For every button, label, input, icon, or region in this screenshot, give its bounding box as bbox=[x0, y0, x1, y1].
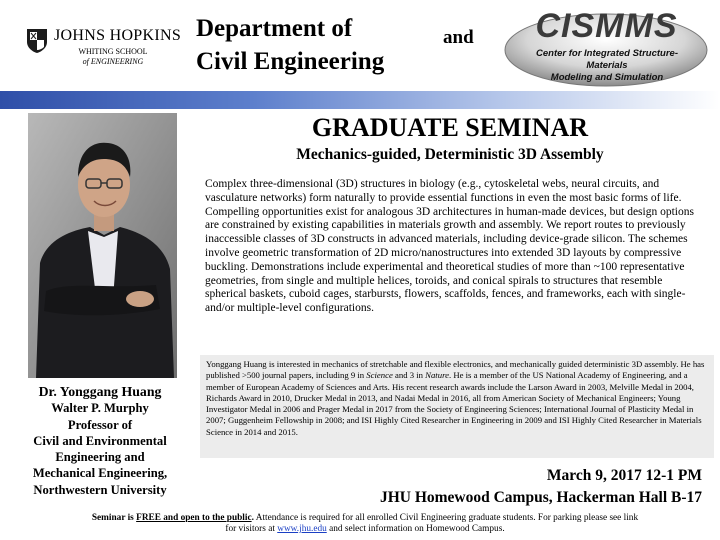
speaker-department-line2: Engineering and bbox=[55, 450, 145, 465]
speaker-name: Dr. Yonggang Huang bbox=[38, 384, 162, 399]
speaker-department-line3: Mechanical Engineering, bbox=[32, 466, 168, 481]
bio-part2: and 3 in bbox=[392, 370, 426, 381]
department-title-line1: Department of bbox=[196, 15, 353, 42]
speaker-title-line1: Walter P. Murphy bbox=[51, 401, 149, 416]
jhu-school bbox=[54, 47, 172, 67]
speaker-title-line2: Professor of bbox=[67, 417, 133, 432]
cismms-name: CISMMS bbox=[535, 7, 678, 45]
footer-prefix: Seminar is bbox=[91, 513, 137, 523]
footer-line2-suffix: and select information on Homewood Campus. bbox=[326, 524, 505, 534]
footer-suffix: . bbox=[251, 513, 254, 523]
bio-journal-nature: Nature bbox=[425, 370, 449, 381]
speaker-portrait-icon bbox=[28, 113, 177, 378]
footer-line2 bbox=[20, 524, 710, 535]
speaker-university: Northwestern University bbox=[33, 482, 167, 497]
abstract-text: Complex three-dimensional (3D) structures in biology (e.g., cytoskeletal webs, neural circuits, and vasculature networks) form naturally to provide essential functions in even the most basic forms of life. Compelling opportunities exist for analogous 3D architectures in human-made devices, but design options are constrained by existing capabilities in materials growth and assembly. We report routes to previously inaccessible classes of 3D constructs in advanced materials, including device-grade silicon. The schemes involve geometric transformation of 2D micro/nanostructures into extended 3D layouts by compressive buckling. Demonstrations include experimental and theoretical studies of more than ~100 representative geometries, from single and multiple helices, toroids, and conical spirals to structures that resemble spherical baskets, cuboid cages, starbursts, flowers, scaffolds, fences, and frameworks, each with single- and/or multiple-level configurations. bbox=[205, 178, 694, 315]
event-location: JHU Homewood Campus, Hackerman Hall B-17 bbox=[379, 489, 702, 506]
seminar-heading: GRADUATE SEMINAR bbox=[311, 113, 589, 142]
bio-text bbox=[206, 359, 709, 438]
jhu-shield-icon bbox=[26, 28, 48, 54]
header-band bbox=[0, 91, 720, 109]
speaker-photo bbox=[28, 113, 177, 378]
cismms-logo bbox=[503, 6, 710, 88]
footer-note bbox=[20, 513, 710, 535]
jhu-school-line2: of ENGINEERING bbox=[82, 57, 144, 66]
jhu-name: JOHNS HOPKINS bbox=[54, 27, 182, 44]
cismms-subtitle-line2: Modeling and Simulation bbox=[550, 72, 664, 83]
cismms-subtitle bbox=[517, 48, 697, 84]
jhu-website-link[interactable]: www.jhu.edu bbox=[277, 524, 327, 534]
and-text: and bbox=[443, 27, 474, 48]
footer-rest: Attendance is required for all enrolled Civil Engineering graduate students. For parking please see link bbox=[253, 513, 639, 523]
speaker-info bbox=[10, 384, 190, 498]
speaker-department-line1: Civil and Environmental bbox=[33, 433, 167, 448]
jhu-school-line1: WHITING SCHOOL bbox=[78, 47, 148, 56]
jhu-logo bbox=[26, 26, 182, 68]
department-title bbox=[196, 12, 384, 78]
footer-free: FREE and open to the public bbox=[136, 513, 252, 523]
bio-part1: Yonggang Huang is interested in mechanics of stretchable and flexible electronics, and mechanically guided deterministic 3D assembly. He has published >500 journal papers, including 9 in bbox=[206, 359, 705, 381]
bio-box bbox=[200, 355, 714, 458]
event-date: March 9, 2017 12-1 PM bbox=[546, 467, 702, 484]
talk-title: Mechanics-guided, Deterministic 3D Assembly bbox=[296, 146, 604, 163]
bio-journal-science: Science bbox=[366, 370, 393, 381]
footer-line2-prefix: for visitors at bbox=[225, 524, 278, 534]
cismms-subtitle-line1: Center for Integrated Structure-Materials bbox=[536, 48, 678, 71]
department-title-line2: Civil Engineering bbox=[196, 48, 385, 75]
bio-part3: . He is a member of the US National Academy of Engineering, and a member of European Academy of Sciences and Arts. His recent research awards include the Larson Award in 2003, Melville Medal in 2004, Richards Award in 2010, Drucker Medal in 2013, and Nadai Medal in 2016, all from American Society of Mechanical Engineers; Young Investigator Medal in 2006 and Prager Medal in 2017 from the Society of Engineering Sciences; International Journal of Plasticity Medal in 2007; Guggenheim Fellowship in 2008; and ISI Highly Cited Researcher in Engineering in 2009 and ISI Highly Cited Researcher in Materials Science in 2014 and 2015. bbox=[206, 370, 702, 437]
